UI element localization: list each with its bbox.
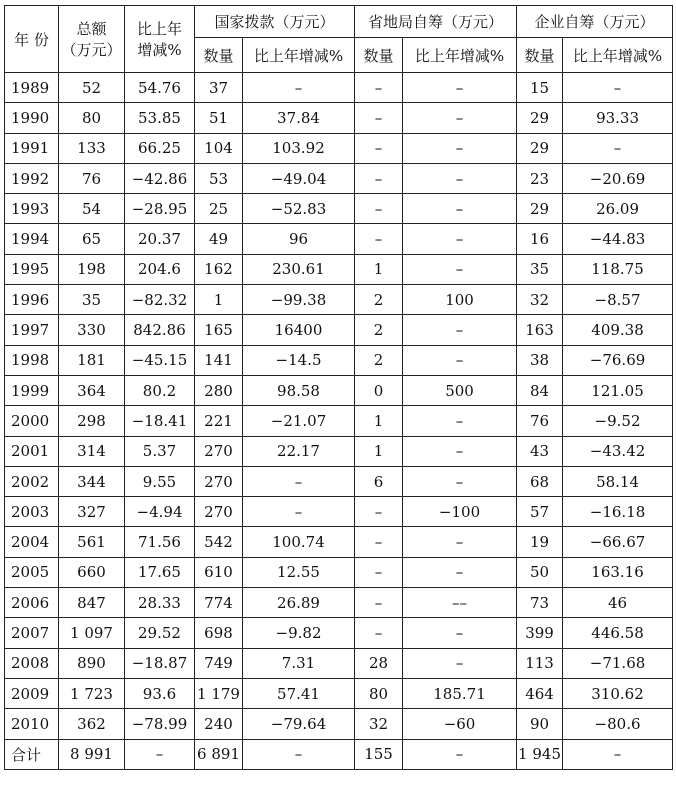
table-row bbox=[5, 254, 673, 284]
header-province: 省地局自筹（万元） bbox=[355, 6, 517, 38]
table-cell: 749 bbox=[195, 648, 243, 678]
table-row bbox=[5, 527, 673, 557]
table-cell: 93.6 bbox=[125, 678, 195, 708]
table-cell: 80 bbox=[355, 678, 403, 708]
table-cell: – bbox=[563, 133, 673, 163]
table-cell: −9.52 bbox=[563, 406, 673, 436]
table-cell: – bbox=[403, 466, 517, 496]
year-cell: 1993 bbox=[5, 194, 59, 224]
table-cell: −4.94 bbox=[125, 497, 195, 527]
table-cell: −8.57 bbox=[563, 285, 673, 315]
table-cell: – bbox=[355, 224, 403, 254]
table-row bbox=[5, 133, 673, 163]
table-cell: – bbox=[355, 133, 403, 163]
table-row bbox=[5, 285, 673, 315]
table-cell: 270 bbox=[195, 497, 243, 527]
table-cell: 1 bbox=[355, 254, 403, 284]
table-cell: – bbox=[403, 163, 517, 193]
table-cell: −52.83 bbox=[243, 194, 355, 224]
table-row bbox=[5, 618, 673, 648]
table-cell: 446.58 bbox=[563, 618, 673, 648]
table-cell: 104 bbox=[195, 133, 243, 163]
table-cell: −42.86 bbox=[125, 163, 195, 193]
table-cell: 98.58 bbox=[243, 375, 355, 405]
table-cell: 121.05 bbox=[563, 375, 673, 405]
year-cell: 1990 bbox=[5, 103, 59, 133]
table-cell: 103.92 bbox=[243, 133, 355, 163]
header-enterprise-change: 比上年增减% bbox=[563, 38, 673, 73]
table-cell: −76.69 bbox=[563, 345, 673, 375]
table-row bbox=[5, 466, 673, 496]
table-cell: 100.74 bbox=[243, 527, 355, 557]
table-cell: – bbox=[403, 254, 517, 284]
table-cell: 162 bbox=[195, 254, 243, 284]
table-cell: 204.6 bbox=[125, 254, 195, 284]
table-cell: 240 bbox=[195, 709, 243, 739]
year-cell: 2008 bbox=[5, 648, 59, 678]
table-cell: 113 bbox=[517, 648, 563, 678]
table-cell: −66.67 bbox=[563, 527, 673, 557]
table-cell: 344 bbox=[59, 466, 125, 496]
table-row bbox=[5, 709, 673, 739]
table-cell: 409.38 bbox=[563, 315, 673, 345]
table-cell: 165 bbox=[195, 315, 243, 345]
table-cell: – bbox=[403, 133, 517, 163]
table-cell: 198 bbox=[59, 254, 125, 284]
table-cell: 1 bbox=[355, 406, 403, 436]
table-cell: 6 bbox=[355, 466, 403, 496]
table-cell: 542 bbox=[195, 527, 243, 557]
total-cell: 155 bbox=[355, 739, 403, 769]
table-cell: 1 097 bbox=[59, 618, 125, 648]
table-cell: 50 bbox=[517, 557, 563, 587]
table-cell: 17.65 bbox=[125, 557, 195, 587]
year-cell: 1991 bbox=[5, 133, 59, 163]
table-cell: 0 bbox=[355, 375, 403, 405]
table-cell: 181 bbox=[59, 345, 125, 375]
table-cell: 500 bbox=[403, 375, 517, 405]
table-cell: −14.5 bbox=[243, 345, 355, 375]
table-cell: −44.83 bbox=[563, 224, 673, 254]
header-state: 国家拨款（万元） bbox=[195, 6, 355, 38]
table-cell: 2 bbox=[355, 315, 403, 345]
header-total bbox=[59, 6, 125, 73]
table-cell: 28 bbox=[355, 648, 403, 678]
table-cell: 163.16 bbox=[563, 557, 673, 587]
table-cell: 96 bbox=[243, 224, 355, 254]
table-cell: – bbox=[355, 194, 403, 224]
table-cell: 51 bbox=[195, 103, 243, 133]
funding-table bbox=[4, 5, 673, 770]
table-cell: 5.37 bbox=[125, 436, 195, 466]
table-cell: – bbox=[355, 103, 403, 133]
table-cell: 52 bbox=[59, 73, 125, 103]
table-cell: 29 bbox=[517, 133, 563, 163]
table-cell: 362 bbox=[59, 709, 125, 739]
table-cell: 54 bbox=[59, 194, 125, 224]
year-cell: 2005 bbox=[5, 557, 59, 587]
table-cell: 25 bbox=[195, 194, 243, 224]
year-cell: 2003 bbox=[5, 497, 59, 527]
table-cell: 93.33 bbox=[563, 103, 673, 133]
table-cell: – bbox=[243, 497, 355, 527]
year-cell: 1992 bbox=[5, 163, 59, 193]
table-cell: 330 bbox=[59, 315, 125, 345]
table-cell: 15 bbox=[517, 73, 563, 103]
table-cell: –– bbox=[403, 588, 517, 618]
table-cell: 76 bbox=[517, 406, 563, 436]
header-state-qty: 数量 bbox=[195, 38, 243, 73]
header-total-line2: （万元） bbox=[61, 41, 122, 59]
table-row bbox=[5, 557, 673, 587]
table-cell: 163 bbox=[517, 315, 563, 345]
year-cell: 2009 bbox=[5, 678, 59, 708]
table-row bbox=[5, 497, 673, 527]
total-cell: – bbox=[243, 739, 355, 769]
table-cell: 38 bbox=[517, 345, 563, 375]
table-cell: 66.25 bbox=[125, 133, 195, 163]
year-cell: 2007 bbox=[5, 618, 59, 648]
table-cell: 2 bbox=[355, 345, 403, 375]
table-cell: 73 bbox=[517, 588, 563, 618]
table-cell: – bbox=[403, 103, 517, 133]
total-cell: – bbox=[563, 739, 673, 769]
table-cell: 185.71 bbox=[403, 678, 517, 708]
table-row bbox=[5, 406, 673, 436]
table-cell: – bbox=[403, 73, 517, 103]
table-cell: 16 bbox=[517, 224, 563, 254]
year-cell: 1995 bbox=[5, 254, 59, 284]
table-cell: 221 bbox=[195, 406, 243, 436]
year-cell: 2001 bbox=[5, 436, 59, 466]
table-cell: – bbox=[403, 406, 517, 436]
table-cell: 270 bbox=[195, 466, 243, 496]
table-cell: 76 bbox=[59, 163, 125, 193]
table-row bbox=[5, 224, 673, 254]
table-cell: 23 bbox=[517, 163, 563, 193]
table-cell: 57 bbox=[517, 497, 563, 527]
table-cell: 37 bbox=[195, 73, 243, 103]
table-cell: 28.33 bbox=[125, 588, 195, 618]
table-cell: 32 bbox=[517, 285, 563, 315]
table-cell: – bbox=[355, 497, 403, 527]
table-cell: 26.89 bbox=[243, 588, 355, 618]
table-cell: – bbox=[403, 194, 517, 224]
table-cell: – bbox=[403, 527, 517, 557]
table-row bbox=[5, 194, 673, 224]
table-cell: −78.99 bbox=[125, 709, 195, 739]
table-cell: 2 bbox=[355, 285, 403, 315]
table-cell: −82.32 bbox=[125, 285, 195, 315]
table-cell: −20.69 bbox=[563, 163, 673, 193]
table-cell: −21.07 bbox=[243, 406, 355, 436]
table-cell: 80.2 bbox=[125, 375, 195, 405]
table-row bbox=[5, 163, 673, 193]
table-row bbox=[5, 375, 673, 405]
table-cell: 1 723 bbox=[59, 678, 125, 708]
table-cell: – bbox=[403, 315, 517, 345]
total-cell: 1 945 bbox=[517, 739, 563, 769]
year-cell: 2006 bbox=[5, 588, 59, 618]
header-state-change: 比上年增减% bbox=[243, 38, 355, 73]
table-cell: 842.86 bbox=[125, 315, 195, 345]
table-cell: −18.87 bbox=[125, 648, 195, 678]
table-cell: −45.15 bbox=[125, 345, 195, 375]
table-cell: 80 bbox=[59, 103, 125, 133]
table-cell: 133 bbox=[59, 133, 125, 163]
table-cell: – bbox=[243, 466, 355, 496]
table-cell: 660 bbox=[59, 557, 125, 587]
table-cell: 280 bbox=[195, 375, 243, 405]
table-cell: 29 bbox=[517, 194, 563, 224]
table-cell: 29.52 bbox=[125, 618, 195, 648]
table-cell: 230.61 bbox=[243, 254, 355, 284]
table-cell: 12.55 bbox=[243, 557, 355, 587]
table-cell: 53.85 bbox=[125, 103, 195, 133]
table-row bbox=[5, 588, 673, 618]
table-cell: – bbox=[355, 163, 403, 193]
table-cell: 9.55 bbox=[125, 466, 195, 496]
table-cell: – bbox=[403, 224, 517, 254]
table-cell: 118.75 bbox=[563, 254, 673, 284]
table-cell: 90 bbox=[517, 709, 563, 739]
table-cell: −80.6 bbox=[563, 709, 673, 739]
table-cell: 464 bbox=[517, 678, 563, 708]
year-cell: 1997 bbox=[5, 315, 59, 345]
table-cell: 847 bbox=[59, 588, 125, 618]
table-cell: 327 bbox=[59, 497, 125, 527]
total-cell: – bbox=[125, 739, 195, 769]
table-cell: 84 bbox=[517, 375, 563, 405]
header-total-line1: 总额 bbox=[76, 20, 107, 38]
table-cell: 37.84 bbox=[243, 103, 355, 133]
table-cell: – bbox=[563, 73, 673, 103]
total-label: 合计 bbox=[5, 739, 59, 769]
table-cell: – bbox=[403, 557, 517, 587]
table-cell: 561 bbox=[59, 527, 125, 557]
table-cell: 270 bbox=[195, 436, 243, 466]
table-row bbox=[5, 678, 673, 708]
table-cell: – bbox=[355, 618, 403, 648]
table-cell: 32 bbox=[355, 709, 403, 739]
table-cell: – bbox=[243, 73, 355, 103]
table-cell: 310.62 bbox=[563, 678, 673, 708]
header-year: 年 份 bbox=[5, 6, 59, 73]
table-row bbox=[5, 315, 673, 345]
table-cell: −43.42 bbox=[563, 436, 673, 466]
table-cell: −99.38 bbox=[243, 285, 355, 315]
table-cell: 1 bbox=[355, 436, 403, 466]
table-cell: 141 bbox=[195, 345, 243, 375]
table-cell: −60 bbox=[403, 709, 517, 739]
table-cell: 71.56 bbox=[125, 527, 195, 557]
table-row bbox=[5, 103, 673, 133]
table-cell: – bbox=[355, 73, 403, 103]
table-row bbox=[5, 436, 673, 466]
table-cell: −49.04 bbox=[243, 163, 355, 193]
table-cell: 314 bbox=[59, 436, 125, 466]
table-cell: 46 bbox=[563, 588, 673, 618]
table-cell: −79.64 bbox=[243, 709, 355, 739]
table-cell: – bbox=[355, 557, 403, 587]
table-cell: −16.18 bbox=[563, 497, 673, 527]
header-province-qty: 数量 bbox=[355, 38, 403, 73]
table-row bbox=[5, 648, 673, 678]
table-cell: −28.95 bbox=[125, 194, 195, 224]
table-cell: 26.09 bbox=[563, 194, 673, 224]
table-cell: 43 bbox=[517, 436, 563, 466]
header-enterprise: 企业自筹（万元） bbox=[517, 6, 673, 38]
total-cell: – bbox=[403, 739, 517, 769]
total-row bbox=[5, 739, 673, 769]
table-cell: 20.37 bbox=[125, 224, 195, 254]
year-cell: 2010 bbox=[5, 709, 59, 739]
header-yoy bbox=[125, 6, 195, 73]
table-cell: 53 bbox=[195, 163, 243, 193]
table-cell: 54.76 bbox=[125, 73, 195, 103]
table-cell: 7.31 bbox=[243, 648, 355, 678]
table-cell: – bbox=[403, 648, 517, 678]
total-cell: 6 891 bbox=[195, 739, 243, 769]
table-cell: 65 bbox=[59, 224, 125, 254]
table-cell: – bbox=[403, 436, 517, 466]
table-cell: −18.41 bbox=[125, 406, 195, 436]
table-cell: 364 bbox=[59, 375, 125, 405]
header-yoy-line2: 增减% bbox=[137, 41, 182, 59]
table-cell: 774 bbox=[195, 588, 243, 618]
table-row bbox=[5, 73, 673, 103]
table-cell: −71.68 bbox=[563, 648, 673, 678]
table-cell: 29 bbox=[517, 103, 563, 133]
header-enterprise-qty: 数量 bbox=[517, 38, 563, 73]
table-cell: 68 bbox=[517, 466, 563, 496]
year-cell: 1994 bbox=[5, 224, 59, 254]
table-cell: 399 bbox=[517, 618, 563, 648]
table-cell: −100 bbox=[403, 497, 517, 527]
table-cell: 16400 bbox=[243, 315, 355, 345]
table-cell: 57.41 bbox=[243, 678, 355, 708]
table-cell: – bbox=[355, 527, 403, 557]
table-body bbox=[5, 73, 673, 740]
table-cell: 19 bbox=[517, 527, 563, 557]
year-cell: 1998 bbox=[5, 345, 59, 375]
table-cell: 22.17 bbox=[243, 436, 355, 466]
header-province-change: 比上年增减% bbox=[403, 38, 517, 73]
table-cell: – bbox=[355, 588, 403, 618]
table-cell: 298 bbox=[59, 406, 125, 436]
year-cell: 1996 bbox=[5, 285, 59, 315]
header-yoy-line1: 比上年 bbox=[136, 20, 182, 38]
table-cell: 610 bbox=[195, 557, 243, 587]
year-cell: 1989 bbox=[5, 73, 59, 103]
table-row bbox=[5, 345, 673, 375]
year-cell: 1999 bbox=[5, 375, 59, 405]
table-cell: −9.82 bbox=[243, 618, 355, 648]
table-cell: 1 bbox=[195, 285, 243, 315]
table-cell: 698 bbox=[195, 618, 243, 648]
table-cell: – bbox=[403, 618, 517, 648]
total-cell: 8 991 bbox=[59, 739, 125, 769]
table-cell: 35 bbox=[517, 254, 563, 284]
table-cell: 49 bbox=[195, 224, 243, 254]
year-cell: 2002 bbox=[5, 466, 59, 496]
table-cell: 58.14 bbox=[563, 466, 673, 496]
table-cell: 100 bbox=[403, 285, 517, 315]
year-cell: 2000 bbox=[5, 406, 59, 436]
year-cell: 2004 bbox=[5, 527, 59, 557]
table-cell: 890 bbox=[59, 648, 125, 678]
table-cell: – bbox=[403, 345, 517, 375]
table-cell: 35 bbox=[59, 285, 125, 315]
table-cell: 1 179 bbox=[195, 678, 243, 708]
